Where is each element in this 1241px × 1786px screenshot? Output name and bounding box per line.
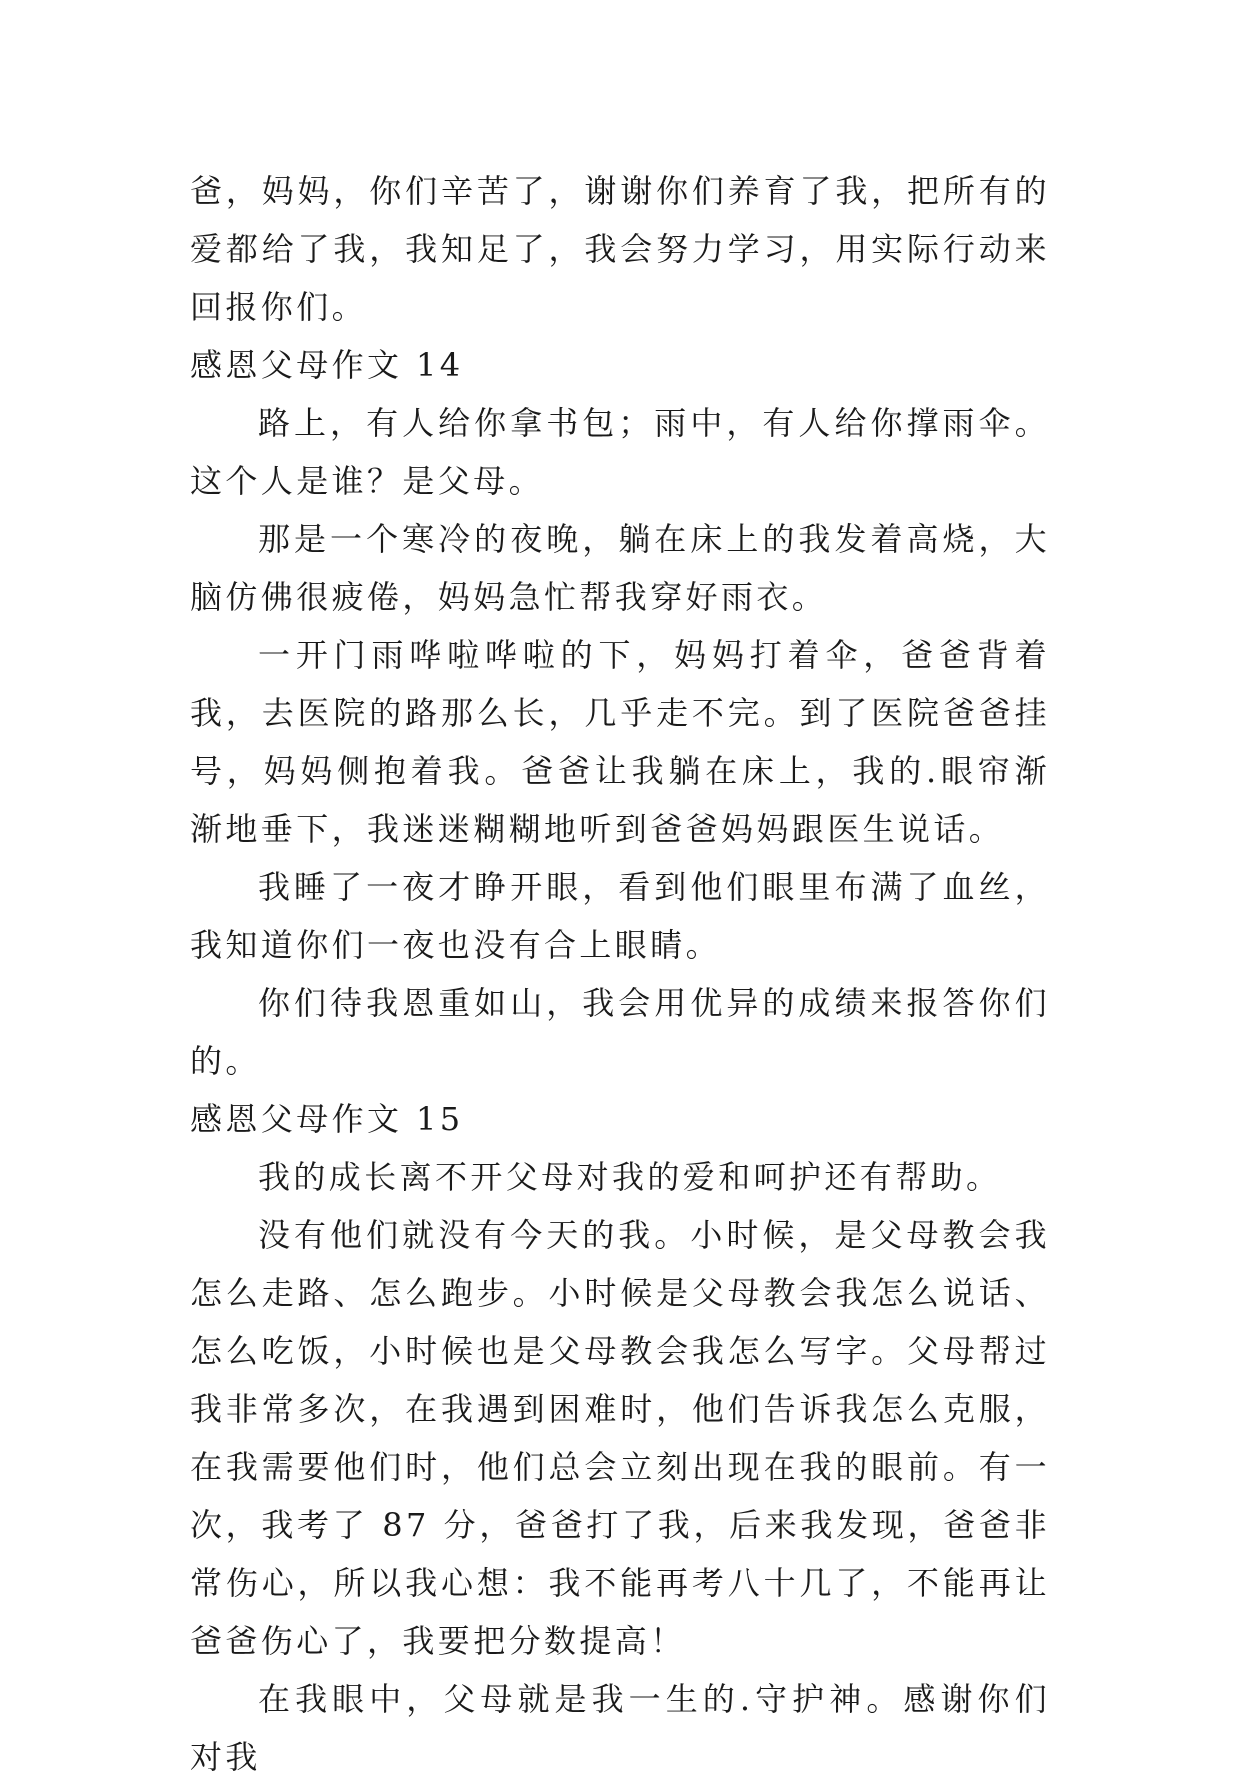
paragraph: 在我眼中，父母就是我一生的.守护神。感谢你们对我 [190,1680,1050,1776]
paragraph: 那是一个寒冷的夜晚，躺在床上的我发着高烧，大脑仿佛很疲倦，妈妈急忙帮我穿好雨衣。 [190,520,1050,616]
section-heading-15: 感恩父母作文 15 [190,1100,464,1138]
document-body [190,162,1050,1786]
paragraph: 没有他们就没有今天的我。小时候，是父母教会我怎么走路、怎么跑步。小时候是父母教会我怎么说话、怎么吃饭，小时候也是父母教会我怎么写字。父母帮过我非常多次，在我遇到困难时，他们告诉我怎么克服，在我需要他们时，他们总会立刻出现在我的眼前。有一次，我考了 87 分，爸爸打了我，后来我发现，爸爸非常伤心，所以我心想：我不能再考八十几了，不能再让爸爸伤心了，我要把分数提高！ [190,1216,1050,1660]
section-heading-14: 感恩父母作文 14 [190,346,464,384]
paragraph: 我睡了一夜才睁开眼，看到他们眼里布满了血丝，我知道你们一夜也没有合上眼睛。 [190,868,1050,964]
paragraph: 我的成长离不开父母对我的爱和呵护还有帮助。 [258,1158,1002,1196]
paragraph-continuation: 爸，妈妈，你们辛苦了，谢谢你们养育了我，把所有的爱都给了我，我知足了，我会努力学习，用实际行动来回报你们。 [190,172,1050,326]
paragraph: 一开门雨哗啦哗啦的下，妈妈打着伞，爸爸背着我，去医院的路那么长，几乎走不完。到了医院爸爸挂号，妈妈侧抱着我。爸爸让我躺在床上，我的.眼帘渐渐地垂下，我迷迷糊糊地听到爸爸妈妈跟医生说话。 [190,636,1050,848]
paragraph: 你们待我恩重如山，我会用优异的成绩来报答你们的。 [190,984,1050,1080]
paragraph: 路上，有人给你拿书包；雨中，有人给你撑雨伞。这个人是谁？是父母。 [190,404,1050,500]
